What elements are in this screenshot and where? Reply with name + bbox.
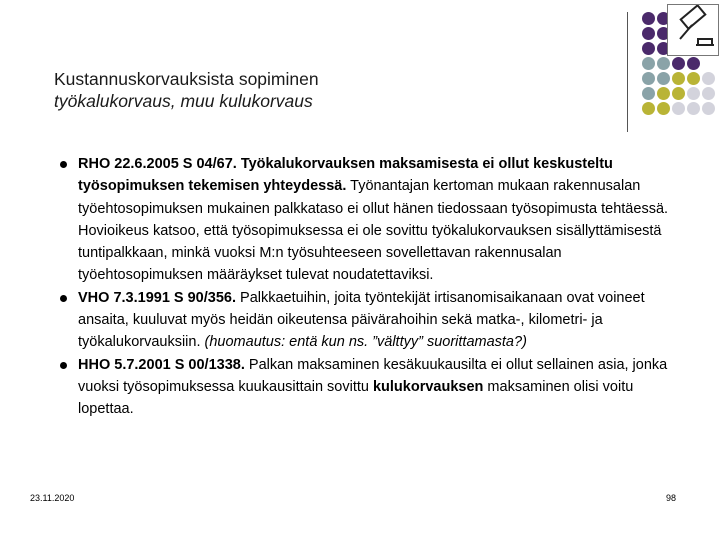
case-reference: VHO 7.3.1991 S 90/356. <box>78 289 236 306</box>
dot <box>672 57 685 70</box>
bullet-dot <box>60 362 67 369</box>
dot <box>702 87 715 100</box>
dot <box>687 102 700 115</box>
dot <box>657 57 670 70</box>
case-emphasis: kulukorvauksen <box>372 378 484 395</box>
dot <box>657 72 670 85</box>
case-reference: HHO 5.7.2001 S 00/1338. <box>78 356 245 373</box>
case-text: Palkkaetuihin, joita työntekijät irtisanomisaikanaan ovat voineet ansaita, kuuluvat myös heidän oikeutensa päivärahoihin sekä matka-, kilometri- ja työkalukorvauksiin. <box>78 289 645 351</box>
list-item <box>60 354 690 421</box>
dot <box>642 87 655 100</box>
title-line-1: Kustannuskorvauksista sopiminen <box>54 69 319 89</box>
dot <box>642 57 655 70</box>
title-line-2: työkalukorvaus, muu kulukorvaus <box>54 91 313 111</box>
dot <box>702 72 715 85</box>
dot <box>687 57 700 70</box>
case-note: (huomautus: entä kun ns. ”välttyy” suorittamasta?) <box>204 334 527 351</box>
case-text-end: maksaminen olisi voitu lopettaa. <box>78 378 634 418</box>
dot <box>642 12 655 25</box>
page-number: 98 <box>666 493 677 503</box>
case-text: Palkan maksaminen kesäkuukausilta ei ollut sellainen asia, jonka vuoksi työsopimuksessa kuukausittain sovittu <box>78 356 668 395</box>
dot <box>657 102 670 115</box>
gavel-icon <box>667 4 719 56</box>
dot <box>642 72 655 85</box>
dot <box>657 87 670 100</box>
dot <box>687 72 700 85</box>
slide-title <box>54 68 614 112</box>
vertical-divider <box>627 12 628 132</box>
dot <box>672 72 685 85</box>
dot <box>672 87 685 100</box>
dot <box>702 102 715 115</box>
list-item <box>60 153 690 287</box>
bullet-dot <box>60 161 67 168</box>
list-item <box>60 287 690 354</box>
case-reference: RHO 22.6.2005 S 04/67. Työkalukorvauksen maksamisesta ei ollut keskusteltu työsopimuksen tekemisen yhteydessä. <box>78 156 613 195</box>
footer-date: 23.11.2020 <box>30 493 75 503</box>
case-text: Työnantajan kertoman mukaan rakennusalan työehtosopimuksen mukainen palkkataso ei ollut hänen tiedossaan työsopimusta tehtäessä. Hovioikeus katsoo, että työsopimuksessa ei ole sovittu työkalukorvauksen sisällyttämisestä tuntipalkkaan, minkä vuoksi M:n työsuhteeseen sovellettavan rakennusalan työehtosopimuksen määräykset tulevat noudatettaviksi. <box>78 178 669 284</box>
dot <box>642 102 655 115</box>
dot <box>672 102 685 115</box>
dot <box>642 27 655 40</box>
bullet-dot <box>60 295 67 302</box>
bullet-list <box>60 153 690 421</box>
dot <box>687 87 700 100</box>
dot <box>642 42 655 55</box>
